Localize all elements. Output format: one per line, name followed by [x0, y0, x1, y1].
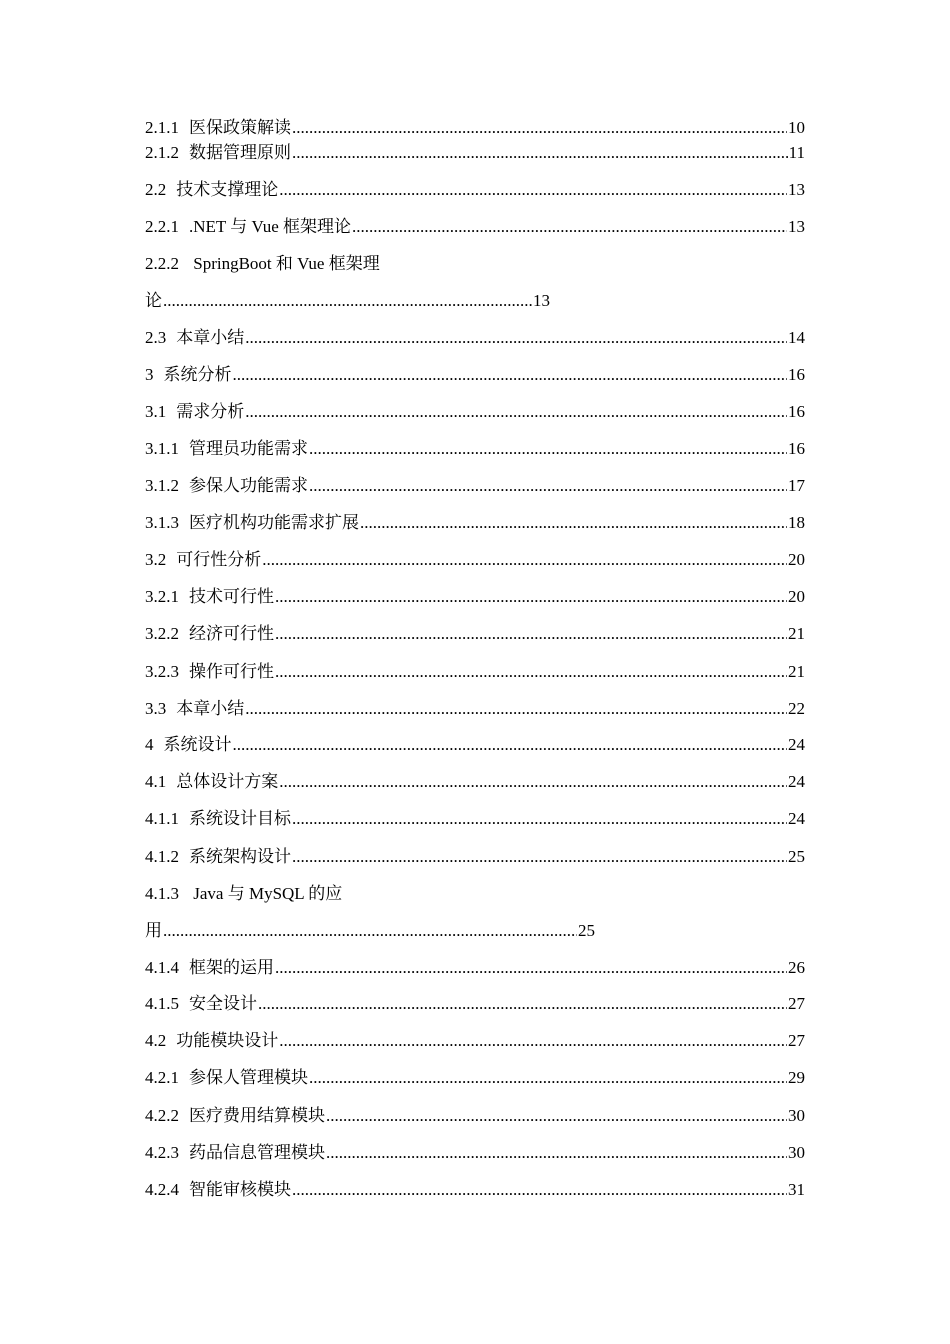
toc-number: 3.2.2	[145, 624, 179, 643]
toc-leader	[245, 698, 787, 720]
toc-title: 医疗机构功能需求扩展	[189, 513, 359, 532]
toc-number: 4.2.1	[145, 1068, 179, 1087]
toc-leader	[292, 142, 788, 164]
toc-page: 11	[788, 143, 805, 162]
toc-number: 3.3	[145, 699, 167, 718]
toc-number: 3.2	[145, 550, 167, 569]
toc-number: 4.2.2	[145, 1106, 179, 1125]
toc-entry[interactable]	[145, 549, 805, 571]
toc-page: 31	[788, 1180, 805, 1199]
toc-number: 2.2.1	[145, 217, 179, 236]
toc-entry[interactable]	[145, 808, 805, 830]
toc-title: 技术支撑理论	[176, 180, 279, 199]
toc-number: 4.1.5	[145, 994, 179, 1013]
toc-leader	[262, 549, 787, 571]
toc-leader	[245, 327, 787, 349]
toc-number: 4.1.2	[145, 847, 179, 866]
toc-leader	[275, 623, 787, 645]
toc-page: 20	[788, 550, 805, 569]
toc-leader	[233, 364, 788, 386]
toc-leader	[163, 290, 532, 312]
toc-entry[interactable]	[145, 661, 805, 683]
toc-page: 24	[788, 809, 805, 828]
toc-title: 总体设计方案	[176, 772, 279, 791]
toc-leader	[292, 117, 787, 139]
toc-number: 3.1.1	[145, 439, 179, 458]
toc-entry[interactable]	[145, 1067, 805, 1089]
toc-entry[interactable]	[145, 1179, 805, 1201]
toc-title: 本章小结	[176, 699, 245, 718]
toc-leader	[309, 1067, 787, 1089]
toc-number: 3.1.2	[145, 476, 179, 495]
toc-entry-wrapped-second-line[interactable]	[145, 290, 550, 312]
toc-entry[interactable]	[145, 401, 805, 423]
toc-title: 数据管理原则	[189, 143, 291, 162]
toc-title: SpringBoot 和 Vue 框架理	[193, 254, 380, 273]
toc-title: 医保政策解读	[189, 118, 291, 137]
toc-number: 2.1.2	[145, 143, 179, 162]
toc-page: 25	[788, 847, 805, 866]
toc-number: 3.1.3	[145, 513, 179, 532]
toc-entry[interactable]	[145, 364, 805, 386]
toc-number: 4.2.3	[145, 1143, 179, 1162]
toc-page: 16	[788, 402, 805, 421]
toc-number: 3.2.3	[145, 662, 179, 681]
toc-entry[interactable]	[145, 327, 805, 349]
toc-title: 药品信息管理模块	[189, 1143, 325, 1162]
toc-entry[interactable]	[145, 1142, 805, 1164]
toc-entry[interactable]	[145, 846, 805, 868]
toc-leader	[292, 1179, 787, 1201]
toc-leader	[275, 661, 787, 683]
toc-page: 22	[788, 699, 805, 718]
toc-number: 4.2.4	[145, 1180, 179, 1199]
toc-title: 参保人功能需求	[189, 476, 308, 495]
toc-number: 2.2.2	[145, 254, 179, 273]
toc-leader	[245, 401, 787, 423]
toc-title: 系统设计目标	[189, 809, 291, 828]
toc-entry[interactable]	[145, 475, 805, 497]
toc-leader	[326, 1105, 787, 1127]
toc-page: 13	[788, 217, 805, 236]
toc-page: 25	[578, 921, 595, 940]
toc-entry-wrapped-second-line[interactable]	[145, 920, 595, 942]
toc-leader	[258, 993, 787, 1015]
toc-title: 系统分析	[163, 365, 232, 384]
toc-page: 26	[788, 958, 805, 977]
toc-title: 框架的运用	[189, 958, 274, 977]
toc-entry[interactable]	[145, 512, 805, 534]
toc-title: 经济可行性	[189, 624, 274, 643]
toc-leader	[326, 1142, 787, 1164]
toc-entry[interactable]	[145, 771, 805, 793]
toc-entry[interactable]	[145, 117, 805, 139]
toc-title: 操作可行性	[189, 662, 274, 681]
toc-number: 4	[145, 735, 154, 754]
toc-leader	[292, 846, 787, 868]
toc-entry[interactable]	[145, 1030, 805, 1052]
toc-leader	[309, 438, 787, 460]
toc-entry[interactable]	[145, 623, 805, 645]
toc-page: 18	[788, 513, 805, 532]
toc-entry[interactable]	[145, 957, 805, 979]
toc-title: 参保人管理模块	[189, 1068, 308, 1087]
toc-leader	[233, 734, 788, 756]
toc-page: 13	[788, 180, 805, 199]
toc-entry[interactable]	[145, 438, 805, 460]
toc-page: 16	[788, 439, 805, 458]
toc-number: 2.2	[145, 180, 167, 199]
toc-title: 管理员功能需求	[189, 439, 308, 458]
toc-entry-wrapped-first-line[interactable]	[145, 883, 342, 905]
toc-entry[interactable]	[145, 216, 805, 238]
toc-leader	[309, 475, 787, 497]
toc-title: 安全设计	[189, 994, 257, 1013]
toc-leader	[360, 512, 787, 534]
toc-title: 系统设计	[163, 735, 232, 754]
toc-leader	[279, 179, 787, 201]
toc-number: 4.1.3	[145, 884, 179, 903]
toc-leader	[275, 586, 787, 608]
toc-leader	[292, 808, 787, 830]
toc-number: 4.1.1	[145, 809, 179, 828]
toc-leader	[279, 771, 787, 793]
toc-page: 16	[788, 365, 805, 384]
toc-page: 21	[788, 662, 805, 681]
toc-number: 4.2	[145, 1031, 167, 1050]
toc-entry[interactable]	[145, 698, 805, 720]
toc-page: 30	[788, 1106, 805, 1125]
toc-entry[interactable]	[145, 586, 805, 608]
toc-leader	[275, 957, 787, 979]
toc-title-continuation: 用	[145, 921, 162, 940]
toc-number: 2.3	[145, 328, 167, 347]
toc-entry-wrapped-first-line[interactable]	[145, 253, 380, 275]
toc-title: 智能审核模块	[189, 1180, 291, 1199]
toc-page: 10	[788, 118, 805, 137]
toc-title-continuation: 论	[145, 291, 162, 310]
toc-number: 4.1	[145, 772, 167, 791]
toc-title: 本章小结	[176, 328, 245, 347]
toc-page: 30	[788, 1143, 805, 1162]
toc-page: 29	[788, 1068, 805, 1087]
toc-entry[interactable]	[145, 993, 805, 1015]
toc-title: 系统架构设计	[189, 847, 291, 866]
toc-title: 功能模块设计	[176, 1031, 279, 1050]
toc-number: 3.2.1	[145, 587, 179, 606]
toc-page: 21	[788, 624, 805, 643]
toc-title: .NET 与 Vue 框架理论	[189, 217, 352, 236]
toc-leader	[279, 1030, 787, 1052]
toc-number: 3.1	[145, 402, 167, 421]
toc-number: 4.1.4	[145, 958, 179, 977]
toc-entry[interactable]	[145, 179, 805, 201]
toc-page: 24	[788, 735, 805, 754]
toc-title: 技术可行性	[189, 587, 274, 606]
toc-entry[interactable]	[145, 142, 805, 164]
toc-page: 20	[788, 587, 805, 606]
toc-entry[interactable]	[145, 734, 805, 756]
toc-page: 27	[788, 1031, 805, 1050]
toc-leader	[352, 216, 787, 238]
toc-title: 需求分析	[176, 402, 245, 421]
toc-entry[interactable]	[145, 1105, 805, 1127]
toc-number: 2.1.1	[145, 118, 179, 137]
toc-number: 3	[145, 365, 154, 384]
toc-page: 13	[533, 291, 550, 310]
toc-page: 17	[788, 476, 805, 495]
toc-leader	[163, 920, 577, 942]
toc-page: 27	[788, 994, 805, 1013]
toc-title: 可行性分析	[176, 550, 262, 569]
toc-page: 14	[788, 328, 805, 347]
toc-page: 24	[788, 772, 805, 791]
toc-title: Java 与 MySQL 的应	[193, 884, 343, 903]
toc-title: 医疗费用结算模块	[189, 1106, 325, 1125]
